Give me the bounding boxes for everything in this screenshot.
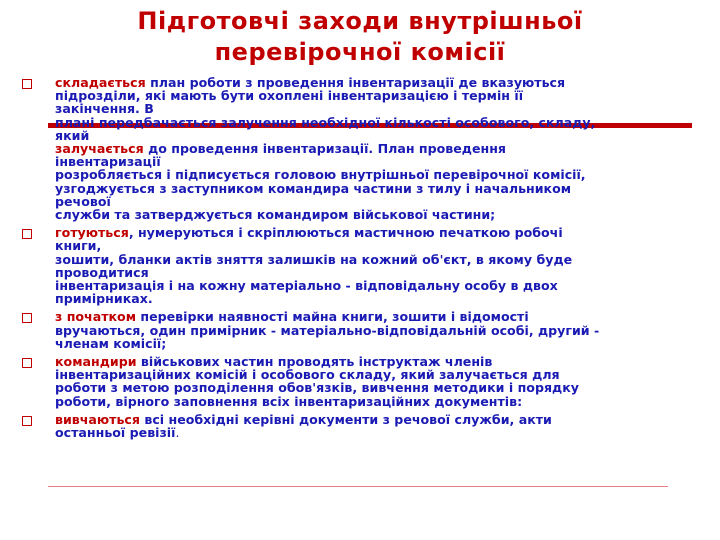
text-line: членам комісії; [55, 335, 167, 351]
text-line [55, 310, 702, 323]
text-segment: перевірки наявності майна книги, зошити і відомості [136, 309, 529, 325]
text-line: роботи з метою розподілення обов'язків, вивчення методики і порядку [55, 380, 579, 396]
square-bullet-icon [22, 79, 32, 89]
text-line: плані передбачається залучення необхідної кількості особового, складу, [55, 114, 596, 130]
text-line [55, 426, 702, 439]
keyword: вивчаються [55, 411, 140, 427]
text-line: узгоджується з заступником командира частини з тилу і начальником [55, 180, 572, 196]
text-line: інвентаризація і на кожну матеріально - відповідальну особу в двох [55, 278, 558, 294]
text-line: інвентаризаційних комісій і особового складу, який залучається для [55, 367, 560, 383]
square-bullet-icon [22, 416, 32, 426]
text-line: служби та затверджується командиром військової частини; [55, 207, 496, 223]
text-segment: всі необхідні керівні документи з речової служби, акти [139, 411, 552, 427]
trailing-period: . [175, 425, 180, 441]
text-line: розробляється і підписується головою внутрішньої перевірочної комісії, [55, 167, 586, 183]
text-segment: до проведення інвентаризації. План проведення [143, 141, 506, 157]
text-line: інвентаризації [55, 154, 161, 170]
text-line: книги, [55, 238, 102, 254]
text-segment: останньої ревізії [55, 425, 176, 441]
text-line: зошити, бланки актів зняття залишків на кожний об'єкт, в якому буде [55, 251, 573, 267]
list-item [22, 355, 702, 408]
text-line: проводитися [55, 264, 149, 280]
list-item [22, 226, 702, 305]
text-line: примірниках. [55, 291, 153, 307]
slide-title [0, 6, 720, 68]
text-line: вручаються, один примірник - матеріально-відповідальній особі, другий - [55, 322, 600, 338]
square-bullet-icon [22, 313, 32, 323]
list-item [22, 76, 702, 221]
keyword: складається [55, 75, 146, 90]
keyword: залучається [55, 141, 144, 157]
slide-title-line-1: Підготовчі заходи внутрішньої [137, 7, 583, 35]
text-line [55, 226, 702, 239]
text-segment: план роботи з проведення інвентаризації де вказуються [145, 75, 566, 90]
text-line: роботи, вірного заповнення всіх інвентаризаційних документів: [55, 393, 523, 409]
keyword: командири [55, 354, 137, 370]
slide-title-line-2: перевірочної комісії [214, 38, 506, 66]
list-item [22, 310, 702, 350]
text-segment: , нумеруються і скріплюються мастичною печаткою робочі [128, 225, 563, 241]
text-line: речової [55, 193, 111, 209]
text-line: який [55, 127, 90, 143]
text-line: підрозділи, які мають бути охоплені інвентаризацією і термін її [55, 88, 524, 104]
keyword: з початком [55, 309, 136, 325]
list-item [22, 413, 702, 439]
text-line: закінчення. В [55, 101, 154, 117]
bullet-list [22, 76, 702, 439]
text-segment: військових частин проводять інструктаж членів [136, 354, 493, 370]
square-bullet-icon [22, 358, 32, 368]
keyword: готуються [55, 225, 129, 241]
square-bullet-icon [22, 229, 32, 239]
bottom-divider [48, 486, 668, 487]
